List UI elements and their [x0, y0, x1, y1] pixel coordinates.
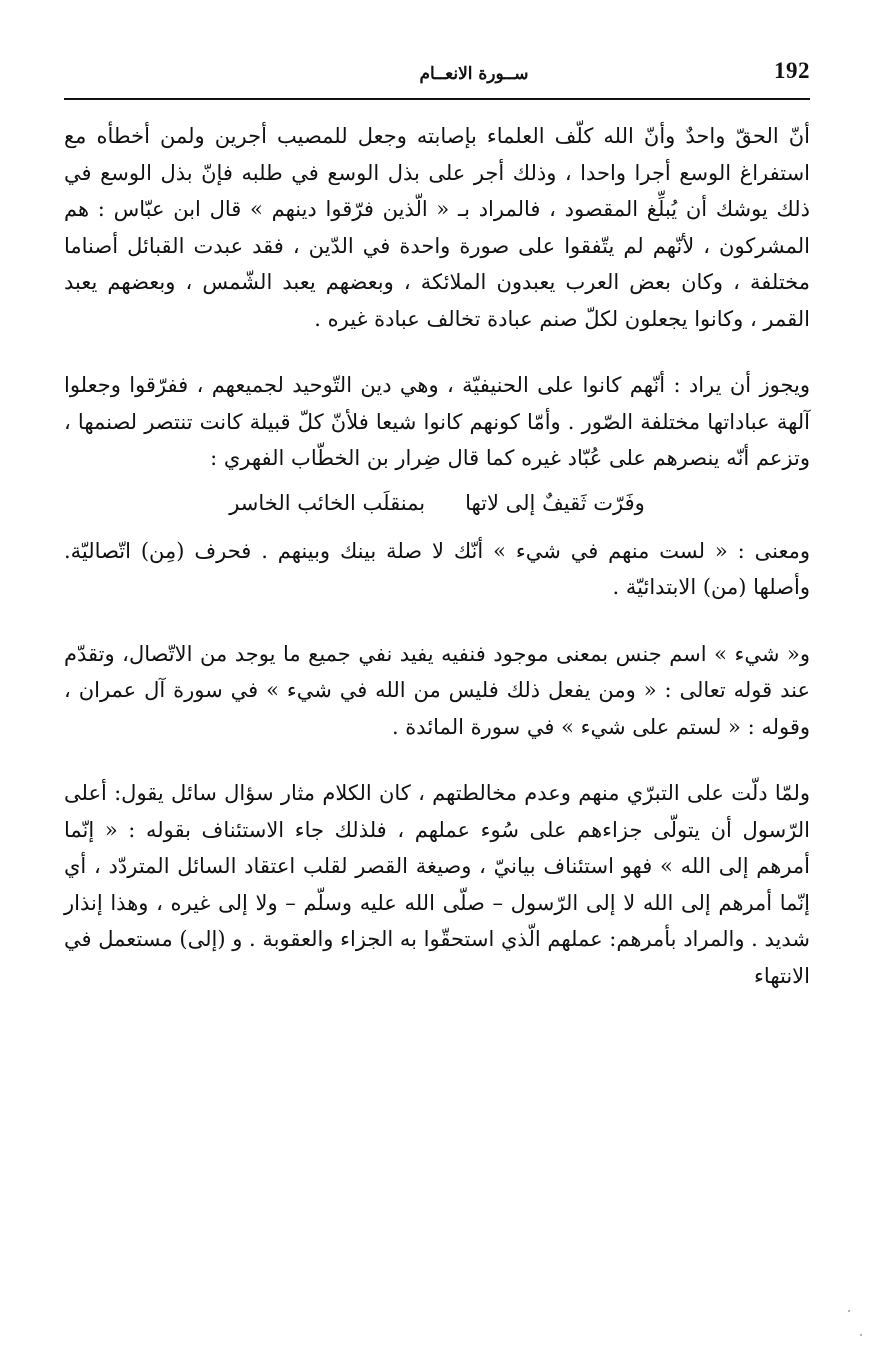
paragraph-3: ومعنى : « لست منهم في شيء » أنّك لا صلة بينك وبينهم . فحرف (مِن) اتّصاليّة. وأصلها (من) الابتدائيّة . — [64, 538, 810, 599]
scan-speck — [860, 1334, 862, 1336]
page-body — [64, 118, 810, 994]
poetry-verse — [64, 485, 810, 521]
page-number: 192 — [774, 58, 810, 83]
paragraph-2: ويجوز أن يراد : أنّهم كانوا على الحنيفيّة ، وهي دين التّوحيد لجميعهم ، ففرّقوا وجعلوا آلهة عباداتها مختلفة الصّور . وأمّا كونهم كانوا شيعا فلأنّ كلّ قبيلة كانت تنتصر لصنمها ، وتزعم أنّه ينصرهم على عُبّاد غيره كما قال ضِرار بن الخطّاب الفهري : — [64, 373, 810, 470]
scan-speck — [848, 1310, 850, 1312]
paragraph-4: و« شيء » اسم جنس بمعنى موجود فنفيه يفيد نفي جميع ما يوجد من الاتّصال، وتقدّم عند قوله تعالى : « ومن يفعل ذلك فليس من الله في شيء » في سورة آل عمران ، وقوله : « لستم على شيء » في سورة المائدة . — [64, 641, 810, 739]
page-header — [64, 58, 810, 100]
verse-first-hemistich: وفَرّت ثَقيفٌ إلى لاتها — [465, 490, 645, 515]
running-title: ســورة الانعــام — [419, 64, 529, 84]
paragraph-1: أنّ الحقّ واحدٌ وأنّ الله كلّف العلماء بإصابته وجعل للمصيب أجرين ولمن أخطأه مع استفراغ الوسع أجرا واحدا ، وذلك أجر على بذل الوسع في طلبه فإنّ بذل الوسع في ذلك يوشك أن يُبلِّغ المقصود ، فالمراد بـ « الّذين فرّقوا دينهم » قال ابن عبّاس : هم المشركون ، لأنّهم لم يتّفقوا على صورة واحدة في الدّين ، فقد عبدت القبائل أصناما مختلفة ، وكان بعض العرب يعبدون الملائكة ، وبعضهم يعبد الشّمس ، وبعضهم يعبد القمر ، وكانوا يجعلون لكلّ صنم عبادة تخالف عبادة غيره . — [64, 124, 810, 331]
verse-second-hemistich: بمنقلَب الخائب الخاسر — [229, 490, 426, 515]
paragraph-5: ولمّا دلّت على التبرّي منهم وعدم مخالطتهم ، كان الكلام مثار سؤال سائل يقول: أعلى الرّسول أن يتولّى جزاءهم على سُوء عملهم ، فلذلك جاء الاستئناف بقوله : « إنّما أمرهم إلى الله » فهو استئناف بيانيّ ، وصيغة القصر لقلب اعتقاد السائل المتردّد ، أي إنّما أمرهم إلى الله لا إلى الرّسول – صلّى الله عليه وسلّم – ولا إلى غيره ، وهذا إنذار شديد . والمراد بأمرهم: عملهم الّذي استحقّوا به الجزاء والعقوبة . و (إلى) مستعمل في الانتهاء — [64, 781, 810, 988]
